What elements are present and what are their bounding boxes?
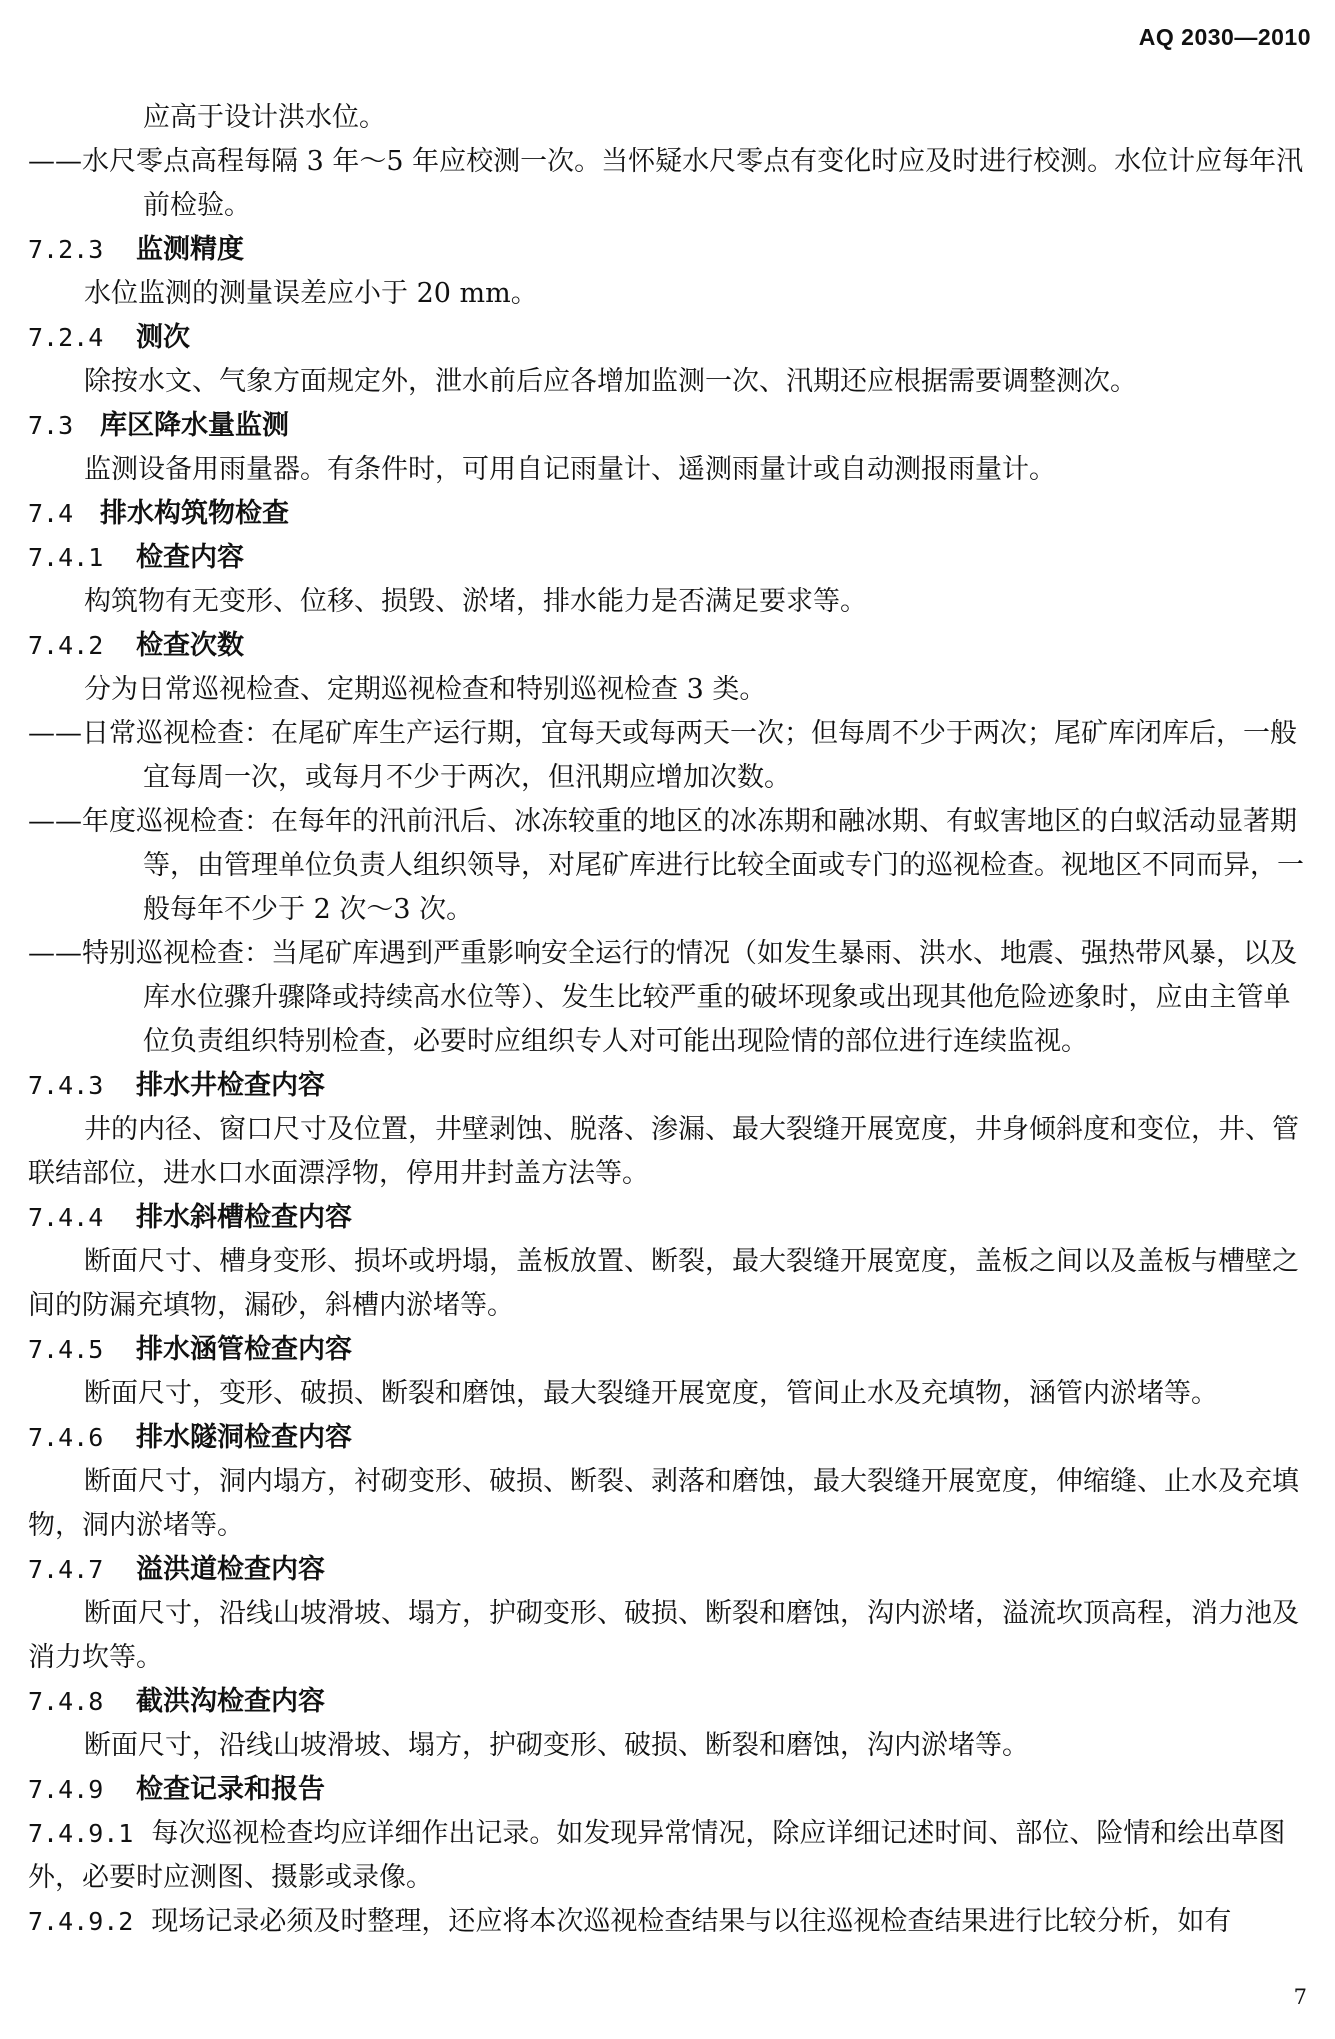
section-number: 7.4.5 [28, 1335, 104, 1364]
section-heading [28, 404, 1310, 448]
page-number: 7 [1293, 1985, 1307, 2009]
clause-paragraph [28, 1812, 1310, 1900]
dash-item: ——日常巡视检查：在尾矿库生产运行期，宜每天或每两天一次；但每周不少于两次；尾矿库闭库后，一般宜每周一次，或每月不少于两次，但汛期应增加次数。 [28, 718, 1297, 793]
section-title: 库区降水量监测 [100, 410, 289, 441]
section-title: 排水井检查内容 [136, 1070, 325, 1101]
section-number: 7.4.4 [28, 1203, 104, 1232]
section-title: 监测精度 [136, 234, 244, 265]
section-heading [28, 1416, 1310, 1460]
section-number: 7.4.8 [28, 1687, 104, 1716]
clause-number: 7.4.9.2 [28, 1907, 134, 1936]
section-number: 7.4.9 [28, 1775, 104, 1804]
section-heading [28, 1768, 1310, 1812]
clause-paragraph [28, 1900, 1310, 1944]
clause-number: 7.4.9.1 [28, 1819, 134, 1848]
section-number: 7.4.2 [28, 631, 104, 660]
continuation-line: 应高于设计洪水位。 [143, 102, 386, 133]
section-title: 检查内容 [136, 542, 244, 573]
section-title: 排水涵管检查内容 [136, 1334, 352, 1365]
section-number: 7.4.6 [28, 1423, 104, 1452]
paragraph: 除按水文、气象方面规定外，泄水前后应各增加监测一次、汛期还应根据需要调整测次。 [84, 366, 1137, 397]
dash-item: ——特别巡视检查：当尾矿库遇到严重影响安全运行的情况（如发生暴雨、洪水、地震、强热带风暴，以及库水位骤升骤降或持续高水位等）、发生比较严重的破坏现象或出现其他危险迹象时，应由主管单位负责组织特别检查，必要时应组织专人对可能出现险情的部位进行连续监视。 [28, 938, 1297, 1057]
section-number: 7.4 [28, 499, 74, 528]
clause-text: 现场记录必须及时整理，还应将本次巡视检查结果与以往巡视检查结果进行比较分析，如有 [151, 1906, 1232, 1937]
section-heading [28, 316, 1310, 360]
section-heading [28, 1064, 1310, 1108]
section-heading [28, 228, 1310, 272]
paragraph: 断面尺寸，洞内塌方，衬砌变形、破损、断裂、剥落和磨蚀，最大裂缝开展宽度，伸缩缝、止水及充填物，洞内淤堵等。 [28, 1466, 1299, 1541]
paragraph: 断面尺寸，沿线山坡滑坡、塌方，护砌变形、破损、断裂和磨蚀，沟内淤堵，溢流坎顶高程，消力池及消力坎等。 [28, 1598, 1299, 1673]
section-number: 7.2.4 [28, 323, 104, 352]
dash-item: ——年度巡视检查：在每年的汛前汛后、冰冻较重的地区的冰冻期和融冰期、有蚁害地区的白蚁活动显著期等，由管理单位负责人组织领导，对尾矿库进行比较全面或专门的巡视检查。视地区不同而异，一般每年不少于 2 次～3 次。 [28, 806, 1304, 925]
section-number: 7.4.7 [28, 1555, 104, 1584]
section-title: 排水隧洞检查内容 [136, 1422, 352, 1453]
section-number: 7.3 [28, 411, 74, 440]
section-heading [28, 1680, 1310, 1724]
section-heading [28, 492, 1310, 536]
paragraph: 断面尺寸，沿线山坡滑坡、塌方，护砌变形、破损、断裂和磨蚀，沟内淤堵等。 [84, 1730, 1029, 1761]
clause-text: 每次巡视检查均应详细作出记录。如发现异常情况，除应详细记述时间、部位、险情和绘出草图外，必要时应测图、摄影或录像。 [28, 1818, 1286, 1893]
section-heading [28, 1196, 1310, 1240]
paragraph: 分为日常巡视检查、定期巡视检查和特别巡视检查 3 类。 [84, 674, 767, 705]
section-heading [28, 1328, 1310, 1372]
paragraph: 断面尺寸，变形、破损、断裂和磨蚀，最大裂缝开展宽度，管间止水及充填物，涵管内淤堵等。 [84, 1378, 1218, 1409]
section-title: 检查次数 [136, 630, 244, 661]
section-title: 溢洪道检查内容 [136, 1554, 325, 1585]
standard-code: AQ 2030—2010 [1138, 24, 1311, 50]
section-heading [28, 624, 1310, 668]
paragraph: 构筑物有无变形、位移、损毁、淤堵，排水能力是否满足要求等。 [84, 586, 867, 617]
section-heading [28, 536, 1310, 580]
section-title: 检查记录和报告 [136, 1774, 325, 1805]
section-title: 测次 [136, 322, 190, 353]
section-title: 排水构筑物检查 [100, 498, 289, 529]
paragraph: 监测设备用雨量器。有条件时，可用自记雨量计、遥测雨量计或自动测报雨量计。 [84, 454, 1056, 485]
section-title: 排水斜槽检查内容 [136, 1202, 352, 1233]
dash-item: ——水尺零点高程每隔 3 年～5 年应校测一次。当怀疑水尺零点有变化时应及时进行校测。水位计应每年汛前检验。 [28, 146, 1304, 221]
section-number: 7.4.1 [28, 543, 104, 572]
section-number: 7.2.3 [28, 235, 104, 264]
document-body [28, 96, 1310, 1944]
section-heading [28, 1548, 1310, 1592]
section-title: 截洪沟检查内容 [136, 1686, 325, 1717]
section-number: 7.4.3 [28, 1071, 104, 1100]
paragraph: 断面尺寸、槽身变形、损坏或坍塌，盖板放置、断裂，最大裂缝开展宽度，盖板之间以及盖板与槽壁之间的防漏充填物，漏砂，斜槽内淤堵等。 [28, 1246, 1299, 1321]
paragraph: 水位监测的测量误差应小于 20 mm。 [84, 278, 538, 309]
paragraph: 井的内径、窗口尺寸及位置，井壁剥蚀、脱落、渗漏、最大裂缝开展宽度，井身倾斜度和变位，井、管联结部位，进水口水面漂浮物，停用井封盖方法等。 [28, 1114, 1299, 1189]
